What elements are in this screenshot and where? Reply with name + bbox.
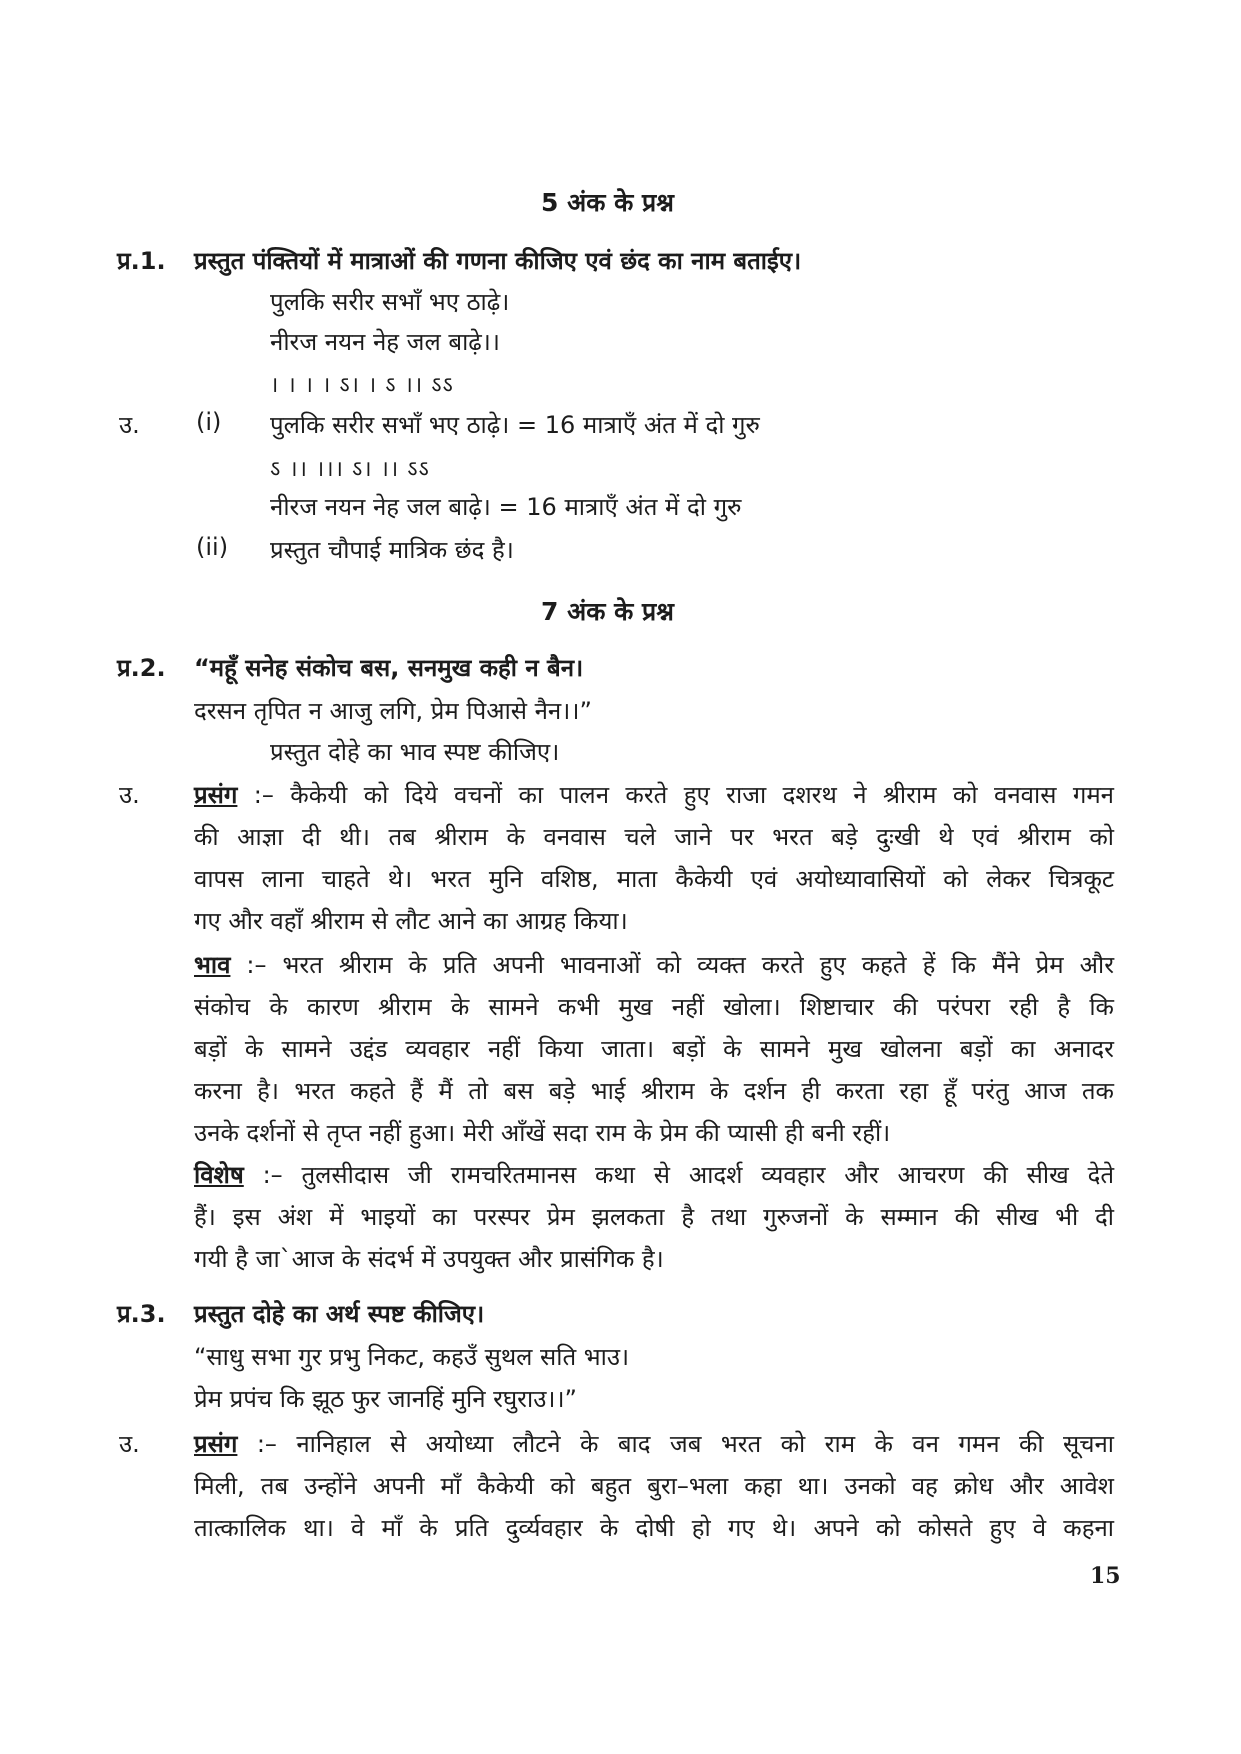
answer-2-label: उ. xyxy=(119,781,140,809)
question-3-text: प्रस्तुत दोहे का अर्थ स्पष्ट कीजिए। xyxy=(194,1300,485,1328)
bhav-label: भाव xyxy=(194,951,231,979)
answer-3-prasang-line-2: मिली, तब उन्होंने अपनी माँ कैकेयी को बहुत बुरा–भला कहा था। उनको वह क्रोध और आवेश xyxy=(194,1472,1114,1500)
answer-2-prasang-line-3: वापस लाना चाहते थे। भरत मुनि वशिष्ठ, माता कैकेयी एवं अयोध्यावासियों को लेकर चित्रकूट xyxy=(194,865,1114,893)
page-number: 15 xyxy=(1090,1563,1121,1589)
question-2-doha-line-2: दरसन तृपित न आजु लगि, प्रेम पिआसे नैन।।” xyxy=(194,697,592,725)
separator: :– xyxy=(237,781,291,809)
answer-1-part-ii-label: (ii) xyxy=(196,533,229,561)
answer-2-bhav-line-1 xyxy=(194,948,1114,981)
question-1-label: प्र.1. xyxy=(117,247,166,275)
section-heading-5-marks: 5 अंक के प्रश्न xyxy=(541,188,674,217)
answer-1-line-1: पुलकि सरीर सभाँ भए ठाढ़े। = 16 मात्राएँ अंत में दो गुरु xyxy=(270,411,760,439)
separator: :– xyxy=(243,1161,302,1189)
answer-2-prasang-line-4: गए और वहाँ श्रीराम से लौट आने का आग्रह किया। xyxy=(194,907,628,935)
question-2-label: प्र.2. xyxy=(117,654,166,682)
answer-2-bhav-line-5: उनके दर्शनों से तृप्त नहीं हुआ। मेरी आँखें सदा राम के प्रेम की प्यासी ही बनी रहीं। xyxy=(194,1119,891,1147)
answer-2-bhav-line-3: बड़ों के सामने उद्दंड व्यवहार नहीं किया जाता। बड़ों के सामने मुख खोलना बड़ों का अनादर xyxy=(194,1035,1114,1063)
separator: :– xyxy=(230,951,283,979)
prasang-text: कैकेयी को दिये वचनों का पालन करते हुए राजा दशरथ ने श्रीराम को वनवास गमन xyxy=(290,781,1115,809)
question-3-doha-line-2: प्रेम प्रपंच कि झूठ फुर जानहिं मुनि रघुराउ।।” xyxy=(194,1385,577,1413)
vishesh-text: तुलसीदास जी रामचरितमानस कथा से आदर्श व्यवहार और आचरण की सीख देते xyxy=(301,1161,1114,1189)
separator: :– xyxy=(237,1430,297,1458)
question-2-doha-line-1: “महूँ सनेह संकोच बस, सनमुख कही न बैन। xyxy=(194,654,584,682)
answer-1-line-2: नीरज नयन नेह जल बाढ़े। = 16 मात्राएँ अंत में दो गुरु xyxy=(270,493,742,521)
answer-1-label: उ. xyxy=(119,411,140,439)
question-2-instruction: प्रस्तुत दोहे का भाव स्पष्ट कीजिए। xyxy=(270,738,560,766)
question-1-text: प्रस्तुत पंक्तियों में मात्राओं की गणना कीजिए एवं छंद का नाम बताईए। xyxy=(194,247,802,275)
verse-line-2: नीरज नयन नेह जल बाढ़े।। xyxy=(270,328,501,356)
matra-marks-2: ऽ ।। ।।। ऽ। ।। ऽऽ xyxy=(270,457,430,482)
answer-2-bhav-line-4: करना है। भरत कहते हैं मैं तो बस बड़े भाई श्रीराम के दर्शन ही करता रहा हूँ परंतु आज तक xyxy=(194,1077,1114,1105)
answer-2-bhav-line-2: संकोच के कारण श्रीराम के सामने कभी मुख नहीं खोला। शिष्टाचार की परंपरा रही है कि xyxy=(194,993,1114,1021)
section-heading-7-marks: 7 अंक के प्रश्न xyxy=(541,597,674,626)
bhav-text: भरत श्रीराम के प्रति अपनी भावनाओं को व्यक्त करते हुए कहते हें कि मैंने प्रेम और xyxy=(282,951,1115,979)
answer-3-prasang-line-1 xyxy=(194,1427,1114,1460)
answer-1-part-ii-text: प्रस्तुत चौपाई मात्रिक छंद है। xyxy=(270,536,514,564)
prasang-text: नानिहाल से अयोध्या लौटने के बाद जब भरत को राम के वन गमन की सूचना xyxy=(296,1430,1114,1458)
prasang-label: प्रसंग xyxy=(194,781,238,809)
answer-2-prasang-line-1 xyxy=(194,778,1114,811)
matra-marks-1: । । । । ऽ। । ऽ ।। ऽऽ xyxy=(270,373,454,398)
answer-3-prasang-line-3: तात्कालिक था। वे माँ के प्रति दुर्व्यवहार के दोषी हो गए थे। अपने को कोसते हुए वे कहना xyxy=(194,1514,1114,1542)
answer-3-label: उ. xyxy=(119,1430,140,1458)
answer-2-vishesh-line-3: गयी है जा`आज के संदर्भ में उपयुक्त और प्रासंगिक है। xyxy=(194,1245,664,1273)
vishesh-label: विशेष xyxy=(194,1161,244,1189)
answer-2-prasang-line-2: की आज्ञा दी थी। तब श्रीराम के वनवास चले जाने पर भरत बड़े दुःखी थे एवं श्रीराम को xyxy=(194,823,1114,851)
answer-2-vishesh-line-2: हैं। इस अंश में भाइयों का परस्पर प्रेम झलकता है तथा गुरुजनों के सम्मान की सीख भी दी xyxy=(194,1203,1114,1231)
answer-1-part-i-label: (i) xyxy=(196,408,222,436)
question-3-doha-line-1: “साधु सभा गुर प्रभु निकट, कहउँ सुथल सति भाउ। xyxy=(194,1343,630,1371)
verse-line-1: पुलकि सरीर सभाँ भए ठाढ़े। xyxy=(270,288,510,316)
question-3-label: प्र.3. xyxy=(117,1300,166,1328)
answer-2-vishesh-line-1 xyxy=(194,1158,1114,1191)
prasang-label: प्रसंग xyxy=(194,1430,238,1458)
